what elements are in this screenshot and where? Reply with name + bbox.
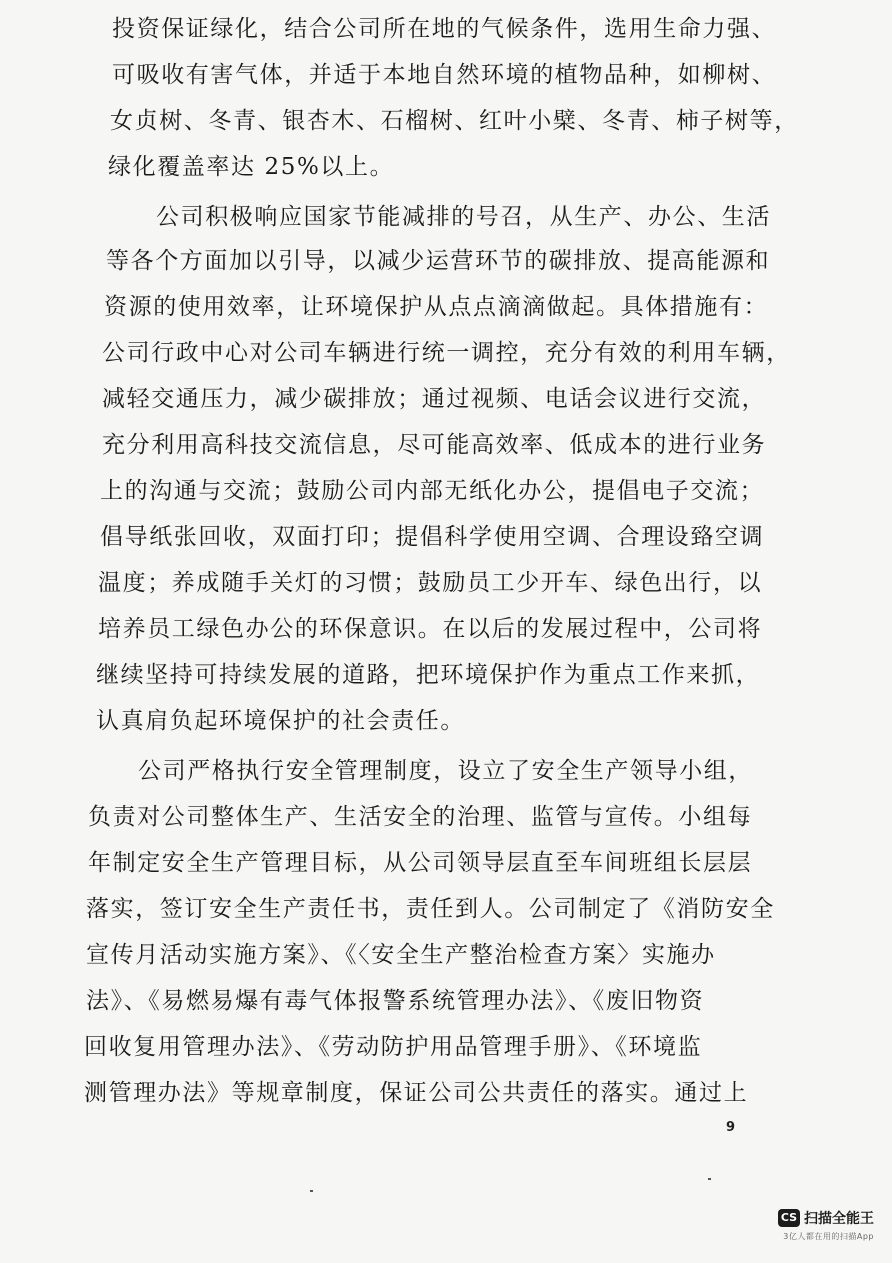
text-line: 落实，签订安全生产责任书，责任到人。公司制定了《消防安全 (86, 896, 775, 922)
text-line: 资源的使用效率，让环境保护从点点滴滴做起。具体措施有： (104, 294, 769, 320)
text-line: 充分利用高科技交流信息，尽可能高效率、低成本的进行业务 (102, 432, 767, 458)
text-line: 可吸收有害气体，并适于本地自然环境的植物品种，如柳树、 (112, 62, 777, 88)
text-line: 上的沟通与交流；鼓励公司内部无纸化办公，提倡电子交流； (100, 478, 765, 504)
watermark-title: 扫描全能王 (804, 1211, 874, 1227)
text-line: 公司行政中心对公司车辆进行统一调控，充分有效的利用车辆， (102, 340, 791, 366)
text-line: 等各个方面加以引导，以减少运营环节的碳排放、提高能源和 (106, 248, 771, 274)
text-line: 年制定安全生产管理目标，从公司领导层直至车间班组长层层 (88, 850, 753, 876)
text-line: 负责对公司整体生产、生活安全的治理、监管与宣传。小组每 (88, 804, 753, 830)
text-line: 测管理办法》等规章制度，保证公司公共责任的落实。通过上 (84, 1080, 749, 1106)
text-line: 女贞树、冬青、银杏木、石榴树、红叶小檗、冬青、柿子树等， (110, 108, 799, 134)
camscanner-logo-icon: CS (778, 1209, 800, 1227)
text-line: 认真肩负起环境保护的社会责任。 (96, 708, 465, 734)
watermark-subtitle: 3亿人都在用的扫描App (783, 1232, 874, 1241)
text-line: 公司严格执行安全管理制度，设立了安全生产领导小组， (138, 758, 753, 784)
text-line: 投资保证绿化，结合公司所在地的气候条件，选用生命力强、 (112, 16, 777, 42)
text-line: 培养员工绿色办公的环保意识。在以后的发展过程中，公司将 (98, 616, 763, 642)
text-line: 宣传月活动实施方案》、《〈安全生产整治检查方案〉实施办 (86, 942, 716, 968)
text-line: 绿化覆盖率达 25%以上。 (108, 154, 395, 180)
text-line: 回收复用管理办法》、《劳动防护用品管理手册》、《环境监 (84, 1034, 703, 1060)
text-line: 公司积极响应国家节能减排的号召，从生产、办公、生活 (156, 204, 771, 230)
scan-speck (708, 1178, 711, 1180)
scan-speck (310, 1190, 313, 1192)
text-line: 法》、《易燃易爆有毒气体报警系统管理办法》、《废旧物资 (86, 988, 705, 1014)
text-line: 减轻交通压力，减少碳排放；通过视频、电话会议进行交流， (102, 386, 767, 412)
page-number: 9 (726, 1120, 736, 1135)
text-line: 继续坚持可持续发展的道路，把环境保护作为重点工作来抓， (96, 662, 761, 688)
text-line: 温度；养成随手关灯的习惯；鼓励员工少开车、绿色出行，以 (98, 570, 763, 596)
scanner-watermark (734, 1208, 874, 1252)
text-line: 倡导纸张回收，双面打印；提倡科学使用空调、合理设臵空调 (100, 524, 765, 550)
